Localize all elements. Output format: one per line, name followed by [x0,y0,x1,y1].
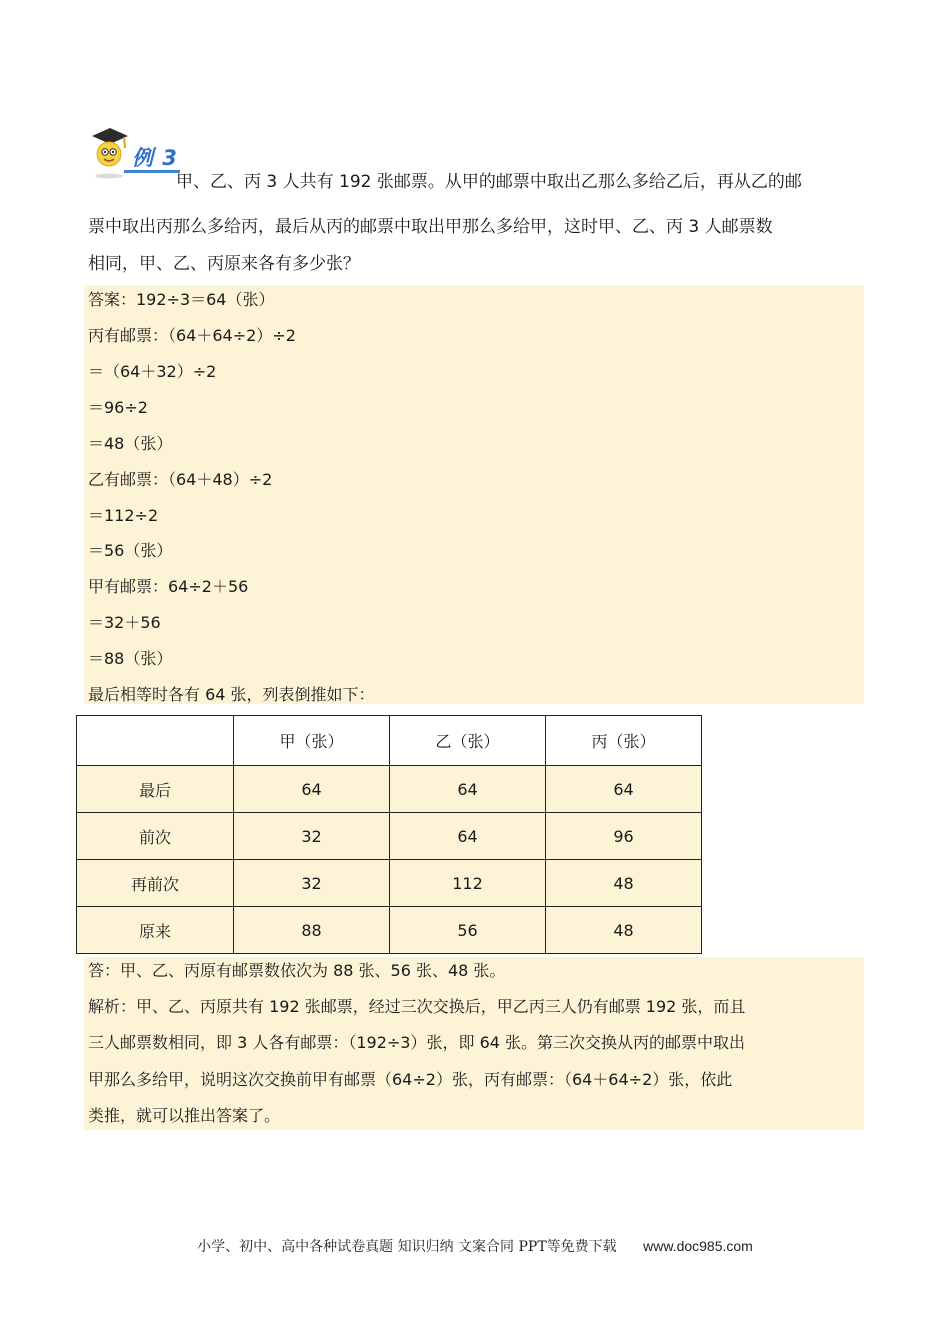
table-cell: 48 [546,907,702,954]
explanation-block [84,957,864,1130]
table-header-cell: 丙（张） [546,716,702,766]
answer-line: 答案：192÷3＝64（张） [88,290,275,309]
table-row [77,907,702,954]
explanation-line: 三人邮票数相同，即 3 人各有邮票：（192÷3）张，即 64 张。第三次交换从丙的邮票中取出 [88,1033,746,1052]
table-cell: 96 [546,813,702,860]
table-cell: 前次 [77,813,234,860]
table-cell: 64 [546,766,702,813]
example-underline [124,170,180,173]
table-cell: 原来 [77,907,234,954]
answer-line: ＝32＋56 [88,613,161,632]
answer-block [84,285,864,704]
example-badge [88,126,180,180]
table-cell: 112 [390,860,546,907]
answer-line: ＝96÷2 [88,398,148,417]
table-cell: 32 [234,813,390,860]
reverse-table [76,715,702,954]
answer-line: 乙有邮票：（64＋48）÷2 [88,470,273,489]
answer-line: 丙有邮票：（64＋64÷2）÷2 [88,326,296,345]
table-header-cell [77,716,234,766]
answer-line: ＝48（张） [88,434,173,453]
table-cell: 64 [390,813,546,860]
table-header-row [77,716,702,766]
table-row [77,860,702,907]
answer-line: ＝112÷2 [88,506,159,525]
table-cell: 最后 [77,766,234,813]
answer-line: 最后相等时各有 64 张，列表倒推如下： [88,685,375,704]
conclusion-line: 答：甲、乙、丙原有邮票数依次为 88 张、56 张、48 张。 [88,961,506,980]
footer-text: 小学、初中、高中各种试卷真题 知识归纳 文案合同 PPT等免费下载 [197,1239,617,1255]
table-header-cell: 甲（张） [234,716,390,766]
explanation-line: 解析：甲、乙、丙原共有 192 张邮票，经过三次交换后，甲乙丙三人仍有邮票 192 张，而且 [88,997,746,1016]
table-header-cell: 乙（张） [390,716,546,766]
table-cell: 48 [546,860,702,907]
answer-line: ＝56（张） [88,541,173,560]
table-cell: 再前次 [77,860,234,907]
table-cell: 56 [390,907,546,954]
answer-line: ＝（64＋32）÷2 [88,362,217,381]
example-label: 例 3 [132,146,178,170]
question-line-1: 甲、乙、丙 3 人共有 192 张邮票。从甲的邮票中取出乙那么多给乙后，再从乙的邮 [176,172,802,192]
explanation-line: 甲那么多给甲，说明这次交换前甲有邮票（64÷2）张，丙有邮票：（64＋64÷2）张，依此 [88,1070,733,1089]
table-cell: 32 [234,860,390,907]
table-row [77,766,702,813]
table-cell: 88 [234,907,390,954]
explanation-line: 类推，就可以推出答案了。 [88,1106,281,1125]
footer-site-link[interactable]: www.doc985.com [643,1238,753,1254]
answer-line: 甲有邮票：64÷2＋56 [88,577,249,596]
table-cell: 64 [234,766,390,813]
table-row [77,813,702,860]
question-line-3: 相同，甲、乙、丙原来各有多少张？ [88,254,360,274]
answer-line: ＝88（张） [88,649,173,668]
question-line-2: 票中取出丙那么多给丙，最后从丙的邮票中取出甲那么多给甲，这时甲、乙、丙 3 人邮票数 [88,217,773,237]
table-cell: 64 [390,766,546,813]
page-footer [0,1236,950,1256]
